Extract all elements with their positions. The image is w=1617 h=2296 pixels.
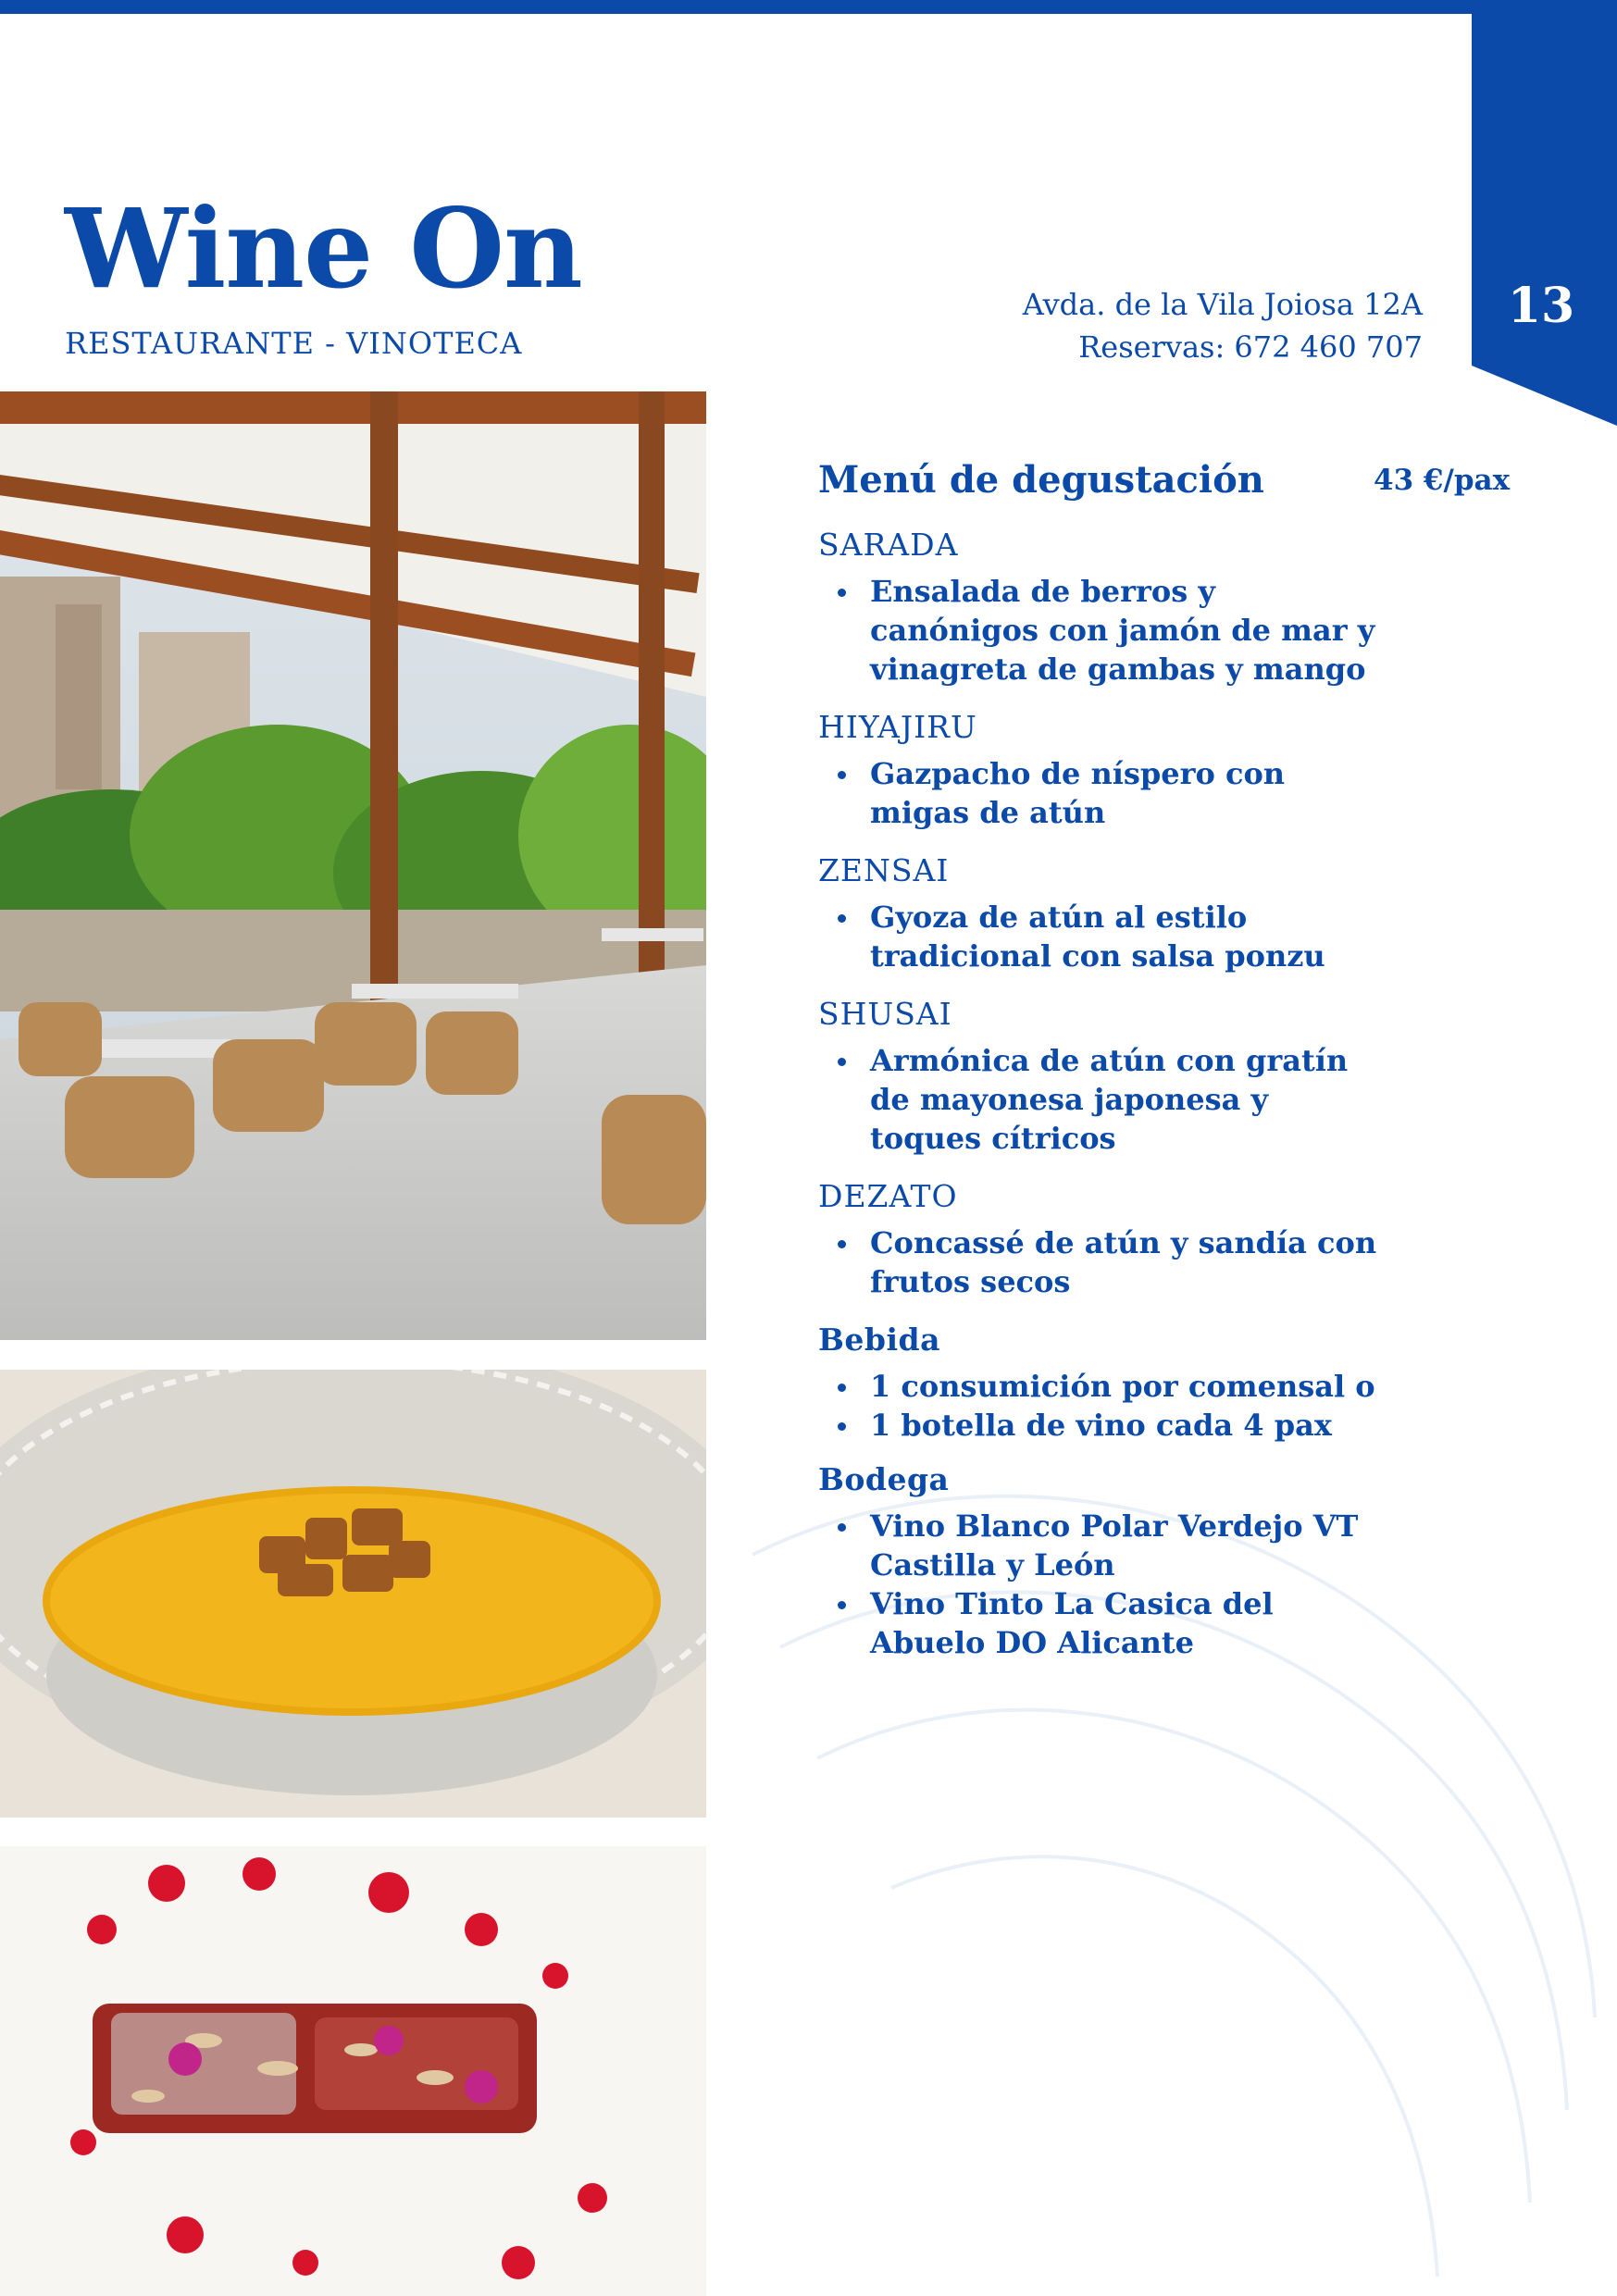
dish-item: Gazpacho de níspero con migas de atún bbox=[870, 754, 1388, 832]
wine-item: Vino Tinto La Casica del Abuelo DO Alicante bbox=[870, 1584, 1388, 1662]
section-title: SARADA bbox=[818, 527, 959, 563]
menu-title: Menú de degustación bbox=[818, 458, 1264, 502]
drinks-section bbox=[818, 1322, 1522, 1445]
reservations-line: Reservas: 672 460 707 bbox=[1078, 329, 1423, 365]
section-title: HIYAJIRU bbox=[818, 709, 977, 745]
dish-item: Gyoza de atún al estilo tradicional con salsa ponzu bbox=[870, 898, 1388, 975]
dish-item: Concassé de atún y sandía con frutos secos bbox=[870, 1223, 1388, 1301]
menu-price: 43 €/pax bbox=[1374, 464, 1511, 497]
drink-item: 1 consumición por comensal o bbox=[870, 1367, 1388, 1406]
dish-list bbox=[818, 572, 1388, 689]
address-line: Avda. de la Vila Joiosa 12A bbox=[1022, 287, 1423, 322]
contact-block bbox=[1023, 283, 1423, 368]
dish-list bbox=[818, 898, 1388, 975]
section-title: DEZATO bbox=[818, 1178, 958, 1214]
menu-section bbox=[818, 709, 1522, 832]
page-number: 13 bbox=[1507, 278, 1575, 334]
section-title: SHUSAI bbox=[818, 996, 952, 1032]
menu-section bbox=[818, 527, 1522, 689]
terrace-photo bbox=[0, 391, 706, 1340]
wine-section bbox=[818, 1461, 1522, 1662]
section-title: Bebida bbox=[818, 1322, 940, 1358]
wine-list bbox=[818, 1507, 1388, 1662]
section-title: Bodega bbox=[818, 1461, 950, 1497]
dish-item: Ensalada de berros y canónigos con jamón de mar y vinagreta de gambas y mango bbox=[870, 572, 1388, 689]
menu-section bbox=[818, 852, 1522, 975]
menu-header bbox=[818, 458, 1522, 514]
drink-item: 1 botella de vino cada 4 pax bbox=[870, 1406, 1388, 1445]
dish-list bbox=[818, 754, 1388, 832]
tasting-menu bbox=[818, 458, 1522, 1679]
dish-item: Armónica de atún con gratín de mayonesa japonesa y toques cítricos bbox=[870, 1041, 1388, 1158]
tuna-dish-photo bbox=[0, 1846, 706, 2296]
drink-list bbox=[818, 1367, 1388, 1445]
dish-list bbox=[818, 1223, 1388, 1301]
brand-title: Wine On bbox=[65, 184, 582, 313]
dish-list bbox=[818, 1041, 1388, 1158]
menu-section bbox=[818, 996, 1522, 1158]
section-title: ZENSAI bbox=[818, 852, 950, 888]
brand-subtitle: RESTAURANTE - VINOTECA bbox=[65, 326, 523, 361]
gazpacho-photo bbox=[0, 1370, 706, 1818]
wine-item: Vino Blanco Polar Verdejo VT Castilla y León bbox=[870, 1507, 1388, 1584]
menu-section bbox=[818, 1178, 1522, 1301]
